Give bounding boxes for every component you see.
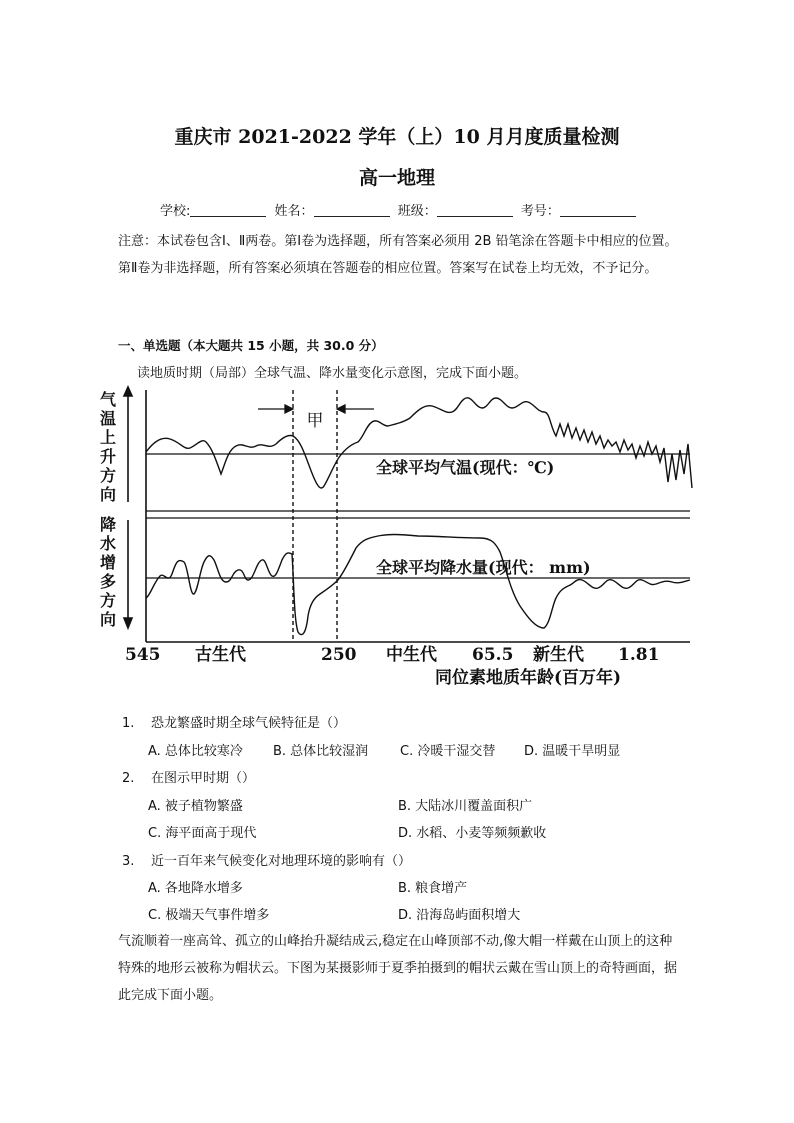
question-number: 2. xyxy=(122,771,135,786)
page-subtitle: 高一地理 xyxy=(358,167,435,189)
option: D. 沿海岛屿面积增大 xyxy=(398,908,521,923)
jia-label: 甲 xyxy=(306,411,324,431)
precip-axis-char: 降 xyxy=(99,515,117,534)
precip-axis-char: 水 xyxy=(99,534,117,553)
temp-axis-char: 方 xyxy=(99,466,117,485)
class-blank xyxy=(437,204,513,217)
option: A. 被子植物繁盛 xyxy=(148,799,243,814)
x-tick-label: 新生代 xyxy=(533,645,584,665)
x-axis-title: 同位素地质年龄(百万年) xyxy=(435,668,622,688)
precip-axis-char: 多 xyxy=(99,572,117,591)
temp-axis-char: 升 xyxy=(99,447,117,466)
temp-axis-char: 温 xyxy=(99,409,117,428)
question-stem: 在图示甲时期（） xyxy=(150,771,255,786)
question-number: 3. xyxy=(122,854,135,869)
option: A. 总体比较寒冷 xyxy=(148,744,243,759)
class-label: 班级： xyxy=(397,204,437,219)
precip-line-label: 全球平均降水量(现代： mm) xyxy=(376,558,591,577)
climate-change-figure xyxy=(88,384,708,694)
option: D. 水稻、小麦等频频歉收 xyxy=(398,826,547,841)
page-title: 重庆市 2021-2022 学年（上）10 月月度质量检测 xyxy=(174,126,620,148)
student-info-line xyxy=(160,200,640,219)
precipitation-curve xyxy=(146,535,690,635)
question-stem: 近一百年来气候变化对地理环境的影响有（） xyxy=(150,854,411,869)
x-tick-label: 古生代 xyxy=(195,645,246,665)
temp-axis-char: 上 xyxy=(99,428,117,447)
question-2 xyxy=(122,767,255,786)
precip-axis-char: 增 xyxy=(99,553,117,572)
precip-axis-char: 向 xyxy=(99,610,117,629)
option: C. 海平面高于现代 xyxy=(148,826,257,841)
number-blank xyxy=(560,204,636,217)
option: B. 总体比较湿润 xyxy=(273,744,369,759)
passage-paragraph: 气流顺着一座高耸、孤立的山峰抬升凝结成云,稳定在山峰顶部不动,像大帽一样戴在山顶上的这种特殊的地形云被称为帽状云。下图为某摄影师于夏季拍摄到的帽状云戴在雪山顶上的奇特画面，据此完成下面小题。 xyxy=(118,934,678,1003)
temp-line-label: 全球平均气温(现代：℃) xyxy=(376,458,555,477)
x-tick-label: 250 xyxy=(321,645,357,665)
option: B. 粮食增产 xyxy=(398,881,468,896)
number-label: 考号： xyxy=(520,204,560,219)
option: C. 冷暖干湿交替 xyxy=(400,744,496,759)
name-blank xyxy=(314,204,390,217)
school-label: 学校: xyxy=(160,204,191,219)
exam-notice: 注意：本试卷包含Ⅰ、Ⅱ两卷。第Ⅰ卷为选择题，所有答案必须用 2B 铅笔涂在答题卡中相应的位置。第Ⅱ卷为非选择题，所有答案必须填在答题卷的相应位置。答案写在试卷上均无效，不予记分。 xyxy=(118,234,678,276)
section-title: 一、单选题（本大题共 15 小题，共 30.0 分） xyxy=(118,338,384,353)
x-tick-label: 1.81 xyxy=(618,645,660,665)
temp-axis-char: 向 xyxy=(99,485,117,504)
precip-axis-char: 方 xyxy=(99,591,117,610)
x-tick-label: 中生代 xyxy=(386,645,437,665)
option: B. 大陆冰川覆盖面积广 xyxy=(398,799,533,814)
option: C. 极端天气事件增多 xyxy=(148,908,270,923)
option: D. 温暖干旱明显 xyxy=(524,744,621,759)
option: A. 各地降水增多 xyxy=(148,881,243,896)
question-number: 1. xyxy=(122,716,135,731)
name-label: 姓名： xyxy=(274,204,314,219)
x-tick-label: 65.5 xyxy=(472,645,514,665)
question-stem: 恐龙繁盛时期全球气候特征是（） xyxy=(150,716,346,731)
question-3 xyxy=(122,850,411,869)
question-1 xyxy=(122,712,346,731)
x-tick-label: 545 xyxy=(125,645,161,665)
direction-arrows xyxy=(124,387,132,628)
school-blank xyxy=(190,204,266,217)
question-intro: 读地质时期（局部）全球气温、降水量变化示意图，完成下面小题。 xyxy=(137,366,528,381)
temp-axis-char: 气 xyxy=(99,390,117,409)
